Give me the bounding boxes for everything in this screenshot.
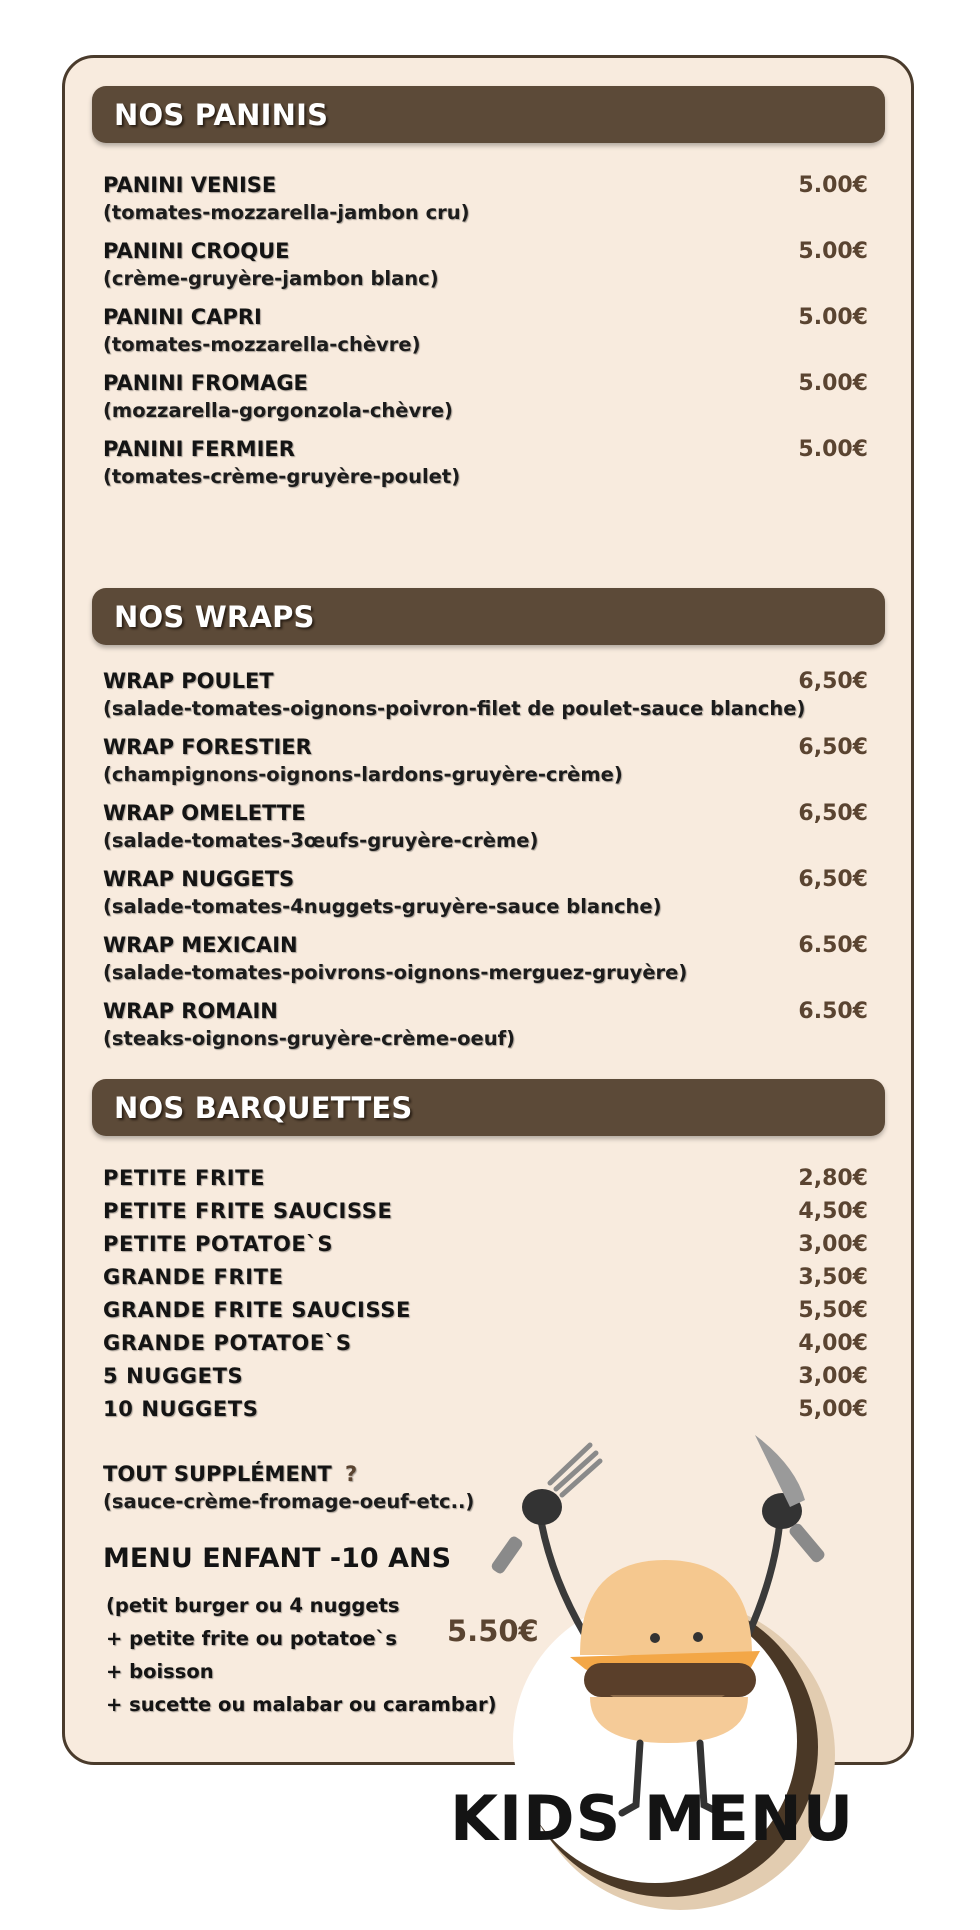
item-name: WRAP OMELETTE [103,801,306,825]
item-description: (champignons-oignons-lardons-gruyère-crème) [103,763,623,786]
item-price: 5.00€ [798,437,868,462]
item-description: (salade-tomates-4nuggets-gruyère-sauce blanche) [103,895,662,918]
item-name: PETITE POTATOE`S [103,1232,334,1256]
section-header-barquettes [92,1079,885,1136]
list-item [103,1396,868,1428]
item-description: (salade-tomates-3œufs-gruyère-crème) [103,829,539,852]
item-description: (tomates-crème-gruyère-poulet) [103,465,461,488]
item-description: (tomates-mozzarella-chèvre) [103,333,421,356]
item-price: 5.00€ [798,371,868,396]
supplement-title: TOUT SUPPLÉMENT [103,1462,332,1486]
menu-item [103,238,868,292]
kids-menu-line: + petite frite ou potatoe`s [106,1627,397,1650]
item-price: 3,50€ [798,1265,868,1290]
kids-menu-badge-text: KIDS MENU [450,1782,855,1855]
item-price: 2,80€ [798,1166,868,1191]
section-title: NOS WRAPS [114,599,315,634]
item-name: PETITE FRITE SAUCISSE [103,1199,393,1223]
item-price: 6,50€ [798,801,868,826]
item-price: 6,50€ [798,867,868,892]
list-item [103,1330,868,1362]
item-name: WRAP MEXICAIN [103,933,298,957]
menu-item [103,668,868,722]
menu-item [103,800,868,854]
item-price: 6,50€ [798,669,868,694]
menu-item [103,172,868,226]
list-item [103,1297,868,1329]
item-description: (steaks-oignons-gruyère-crème-oeuf) [103,1027,516,1050]
item-price: 5,50€ [798,1298,868,1323]
item-name: 5 NUGGETS [103,1364,244,1388]
item-name: PANINI FERMIER [103,437,295,461]
item-price: 5.00€ [798,305,868,330]
list-item [103,1363,868,1395]
kids-menu-line: + sucette ou malabar ou carambar) [106,1693,497,1716]
item-name: GRANDE FRITE SAUCISSE [103,1298,411,1322]
item-price: 5.00€ [798,239,868,264]
supplement-description: (sauce-crème-fromage-oeuf-etc..) [103,1490,475,1513]
item-description: (salade-tomates-oignons-poivron-filet de poulet-sauce blanche) [103,697,806,720]
menu-item [103,932,868,986]
item-price: 6,50€ [798,735,868,760]
list-item [103,1264,868,1296]
item-name: WRAP FORESTIER [103,735,312,759]
item-price: 3,00€ [798,1364,868,1389]
item-name: PETITE FRITE [103,1166,266,1190]
section-title: NOS BARQUETTES [114,1090,413,1125]
item-name: GRANDE FRITE [103,1265,284,1289]
menu-item [103,436,868,490]
item-name: WRAP NUGGETS [103,867,295,891]
item-name: PANINI CROQUE [103,239,290,263]
item-name: WRAP POULET [103,669,274,693]
item-description: (crème-gruyère-jambon blanc) [103,267,439,290]
kids-menu-line: + boisson [106,1660,214,1683]
menu-item [103,370,868,424]
supplement-mark: ? [345,1462,358,1486]
section-header-wraps [92,588,885,645]
supplement-block [103,1461,474,1515]
item-price: 6.50€ [798,999,868,1024]
section-header-paninis [92,86,885,143]
item-price: 3,00€ [798,1232,868,1257]
kids-menu-line: (petit burger ou 4 nuggets [106,1594,400,1617]
item-price: 5,00€ [798,1397,868,1422]
item-price: 4,50€ [798,1199,868,1224]
item-description: (mozzarella-gorgonzola-chèvre) [103,399,453,422]
item-name: PANINI VENISE [103,173,277,197]
item-name: GRANDE POTATOE`S [103,1331,352,1355]
list-item [103,1231,868,1263]
item-description: (tomates-mozzarella-jambon cru) [103,201,470,224]
item-name: PANINI CAPRI [103,305,262,329]
kids-menu-details [106,1589,497,1721]
item-price: 4,00€ [798,1331,868,1356]
item-price: 5.00€ [798,173,868,198]
item-name: 10 NUGGETS [103,1397,259,1421]
menu-item [103,998,868,1052]
section-title: NOS PANINIS [114,97,329,132]
list-item [103,1198,868,1230]
menu-item [103,734,868,788]
menu-item [103,866,868,920]
item-description: (salade-tomates-poivrons-oignons-merguez-gruyère) [103,961,688,984]
kids-menu-price: 5.50€ [447,1614,539,1648]
kids-menu-title: MENU ENFANT -10 ANS [103,1543,452,1574]
menu-item [103,304,868,358]
item-price: 6.50€ [798,933,868,958]
item-name: WRAP ROMAIN [103,999,278,1023]
item-name: PANINI FROMAGE [103,371,308,395]
list-item [103,1165,868,1197]
